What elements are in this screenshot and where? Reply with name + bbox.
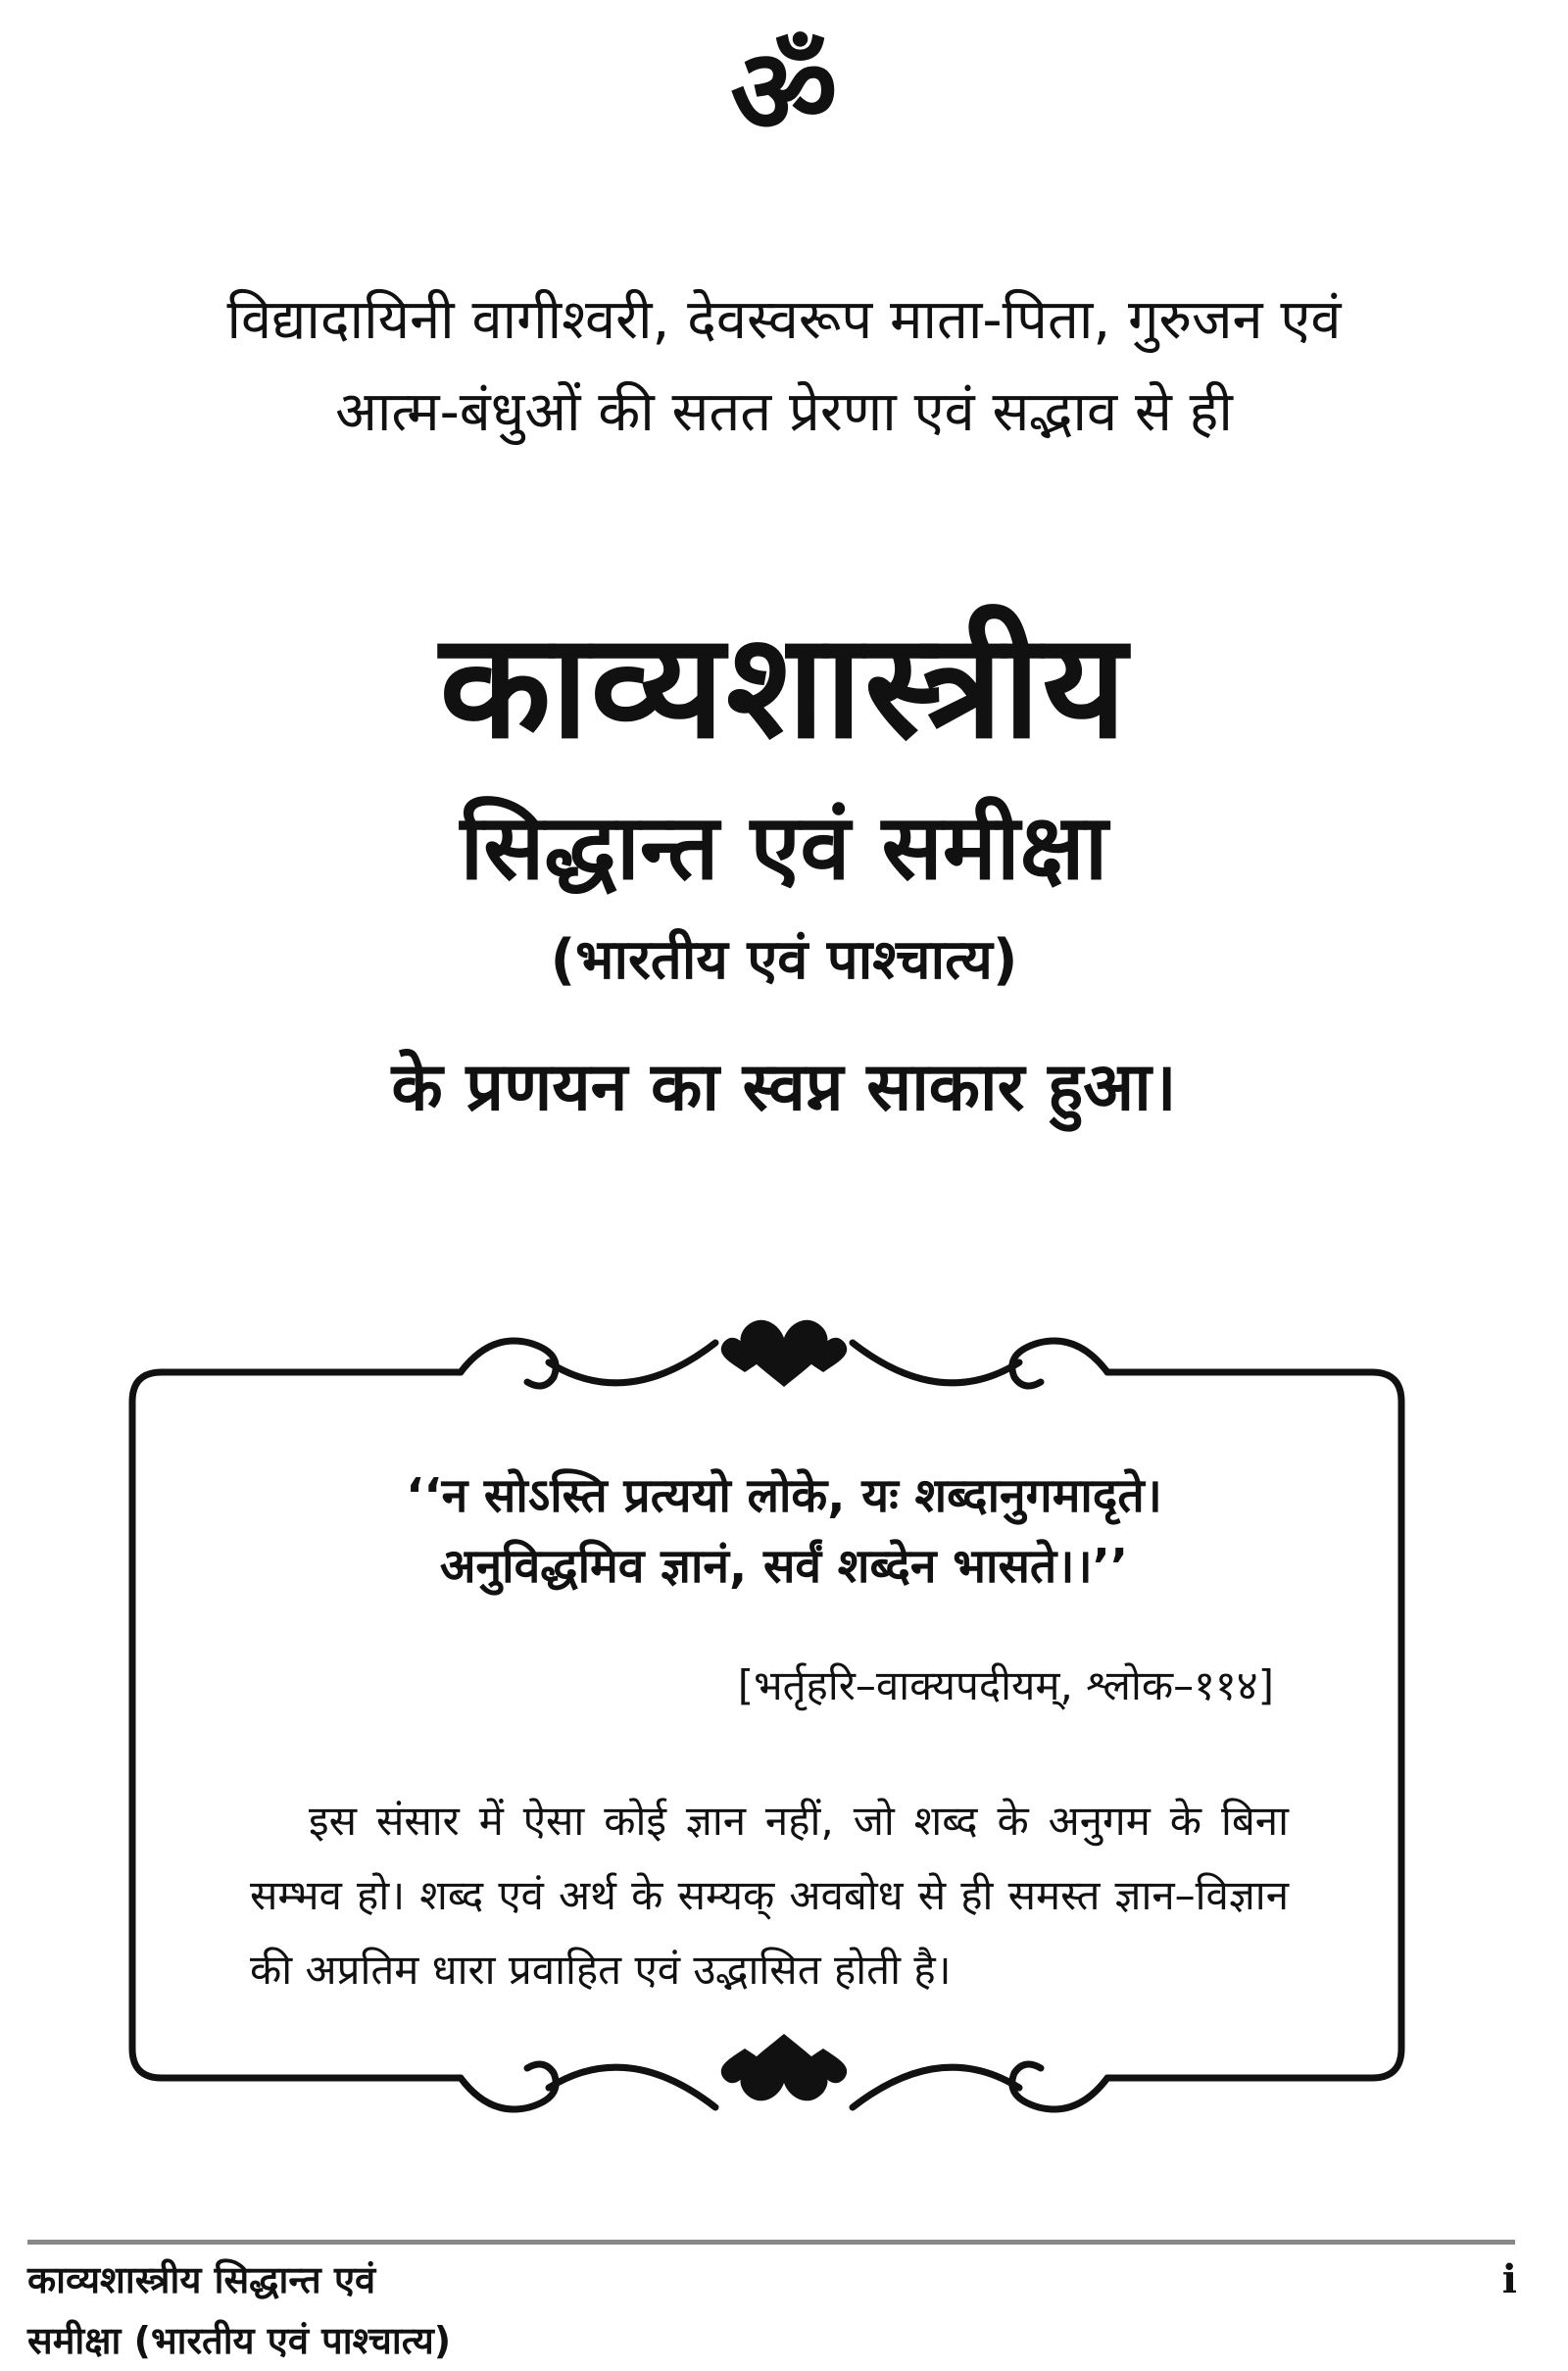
quote-line-1: ‘‘न सोऽस्ति प्रत्ययो लोके, यः शब्दानुगमादृते। [406, 1468, 1162, 1523]
quote-line-2: अनुविद्धमिव ज्ञानं, सर्वं शब्देन भासते।।’’ [439, 1539, 1129, 1594]
quote-explanation: इस संसार में ऐसा कोई ज्ञान नहीं, जो शब्द के अनुगम के बिना सम्भव हो। शब्द एवं अर्थ के सम्यक् अवबोध से ही समस्त ज्ञान–विज्ञान की अप्रतिम धारा प्रवाहित एवं उद्भासित होती है। [250, 1797, 1289, 1994]
dedication-line-1: विद्यादायिनी वागीश्वरी, देवस्वरूप माता-पिता, गुरुजन एवं [226, 288, 1342, 352]
footer-divider [27, 2240, 1515, 2245]
dedication [0, 274, 1568, 459]
footer-line-2: समीक्षा (भारतीय एवं पाश्चात्य) [27, 2319, 452, 2362]
book-parenthetical: (भारतीय एवं पाश्चात्य) [550, 928, 1018, 992]
quote-source: [भर्तृहरि–वाक्यपदीयम्, श्लोक–११४] [737, 1661, 1274, 1709]
page-number: i [1501, 2256, 1517, 2302]
book-title: काव्यशास्त्रीय [439, 602, 1129, 770]
om-symbol: ॐ [730, 25, 838, 161]
footer-book-title [27, 2249, 451, 2371]
book-subtitle: सिद्धान्त एवं समीक्षा [460, 795, 1108, 900]
dedication-line-2: आत्म-बंधुओं की सतत प्रेरणा एवं सद्भाव से ही [335, 380, 1233, 444]
footer-line-1: काव्यशास्त्रीय सिद्धान्त एवं [27, 2258, 376, 2301]
dream-line: के प्रणयन का स्वप्न साकार हुआ। [391, 1049, 1177, 1126]
sanskrit-quote [0, 1460, 1568, 1602]
